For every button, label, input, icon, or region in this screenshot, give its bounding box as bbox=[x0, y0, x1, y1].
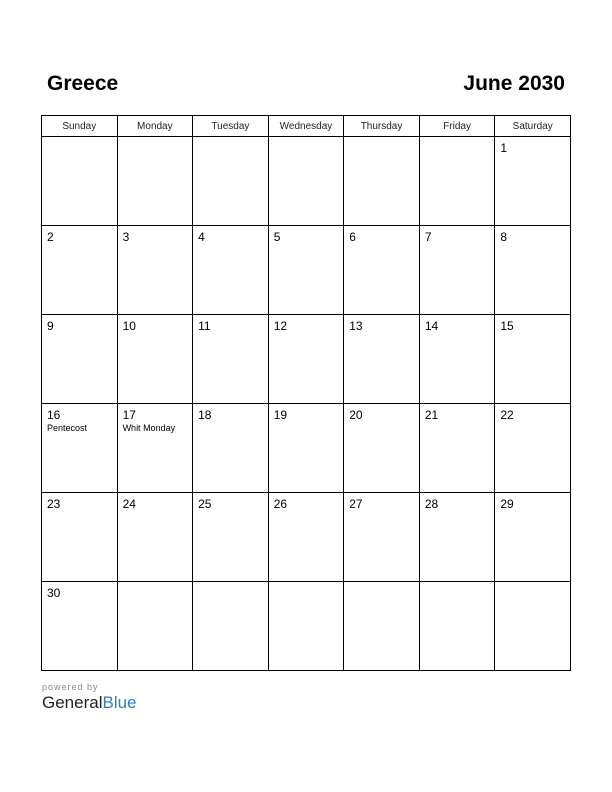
day-cell[interactable] bbox=[344, 226, 420, 315]
day-cell[interactable] bbox=[495, 582, 571, 671]
weekday-tuesday: Tuesday bbox=[193, 116, 269, 137]
day-cell[interactable] bbox=[117, 315, 193, 404]
day-cell[interactable] bbox=[117, 493, 193, 582]
day-number: 22 bbox=[500, 408, 514, 422]
brand-logo[interactable] bbox=[42, 693, 137, 713]
powered-by-text: powered by bbox=[42, 682, 99, 692]
day-cell[interactable] bbox=[419, 582, 495, 671]
day-cell[interactable] bbox=[344, 315, 420, 404]
day-cell[interactable] bbox=[344, 404, 420, 493]
day-cell[interactable] bbox=[268, 226, 344, 315]
holiday-label: Whit Monday bbox=[122, 423, 176, 433]
day-number: 28 bbox=[424, 497, 439, 511]
day-cell[interactable] bbox=[419, 315, 495, 404]
day-cell[interactable] bbox=[419, 493, 495, 582]
day-number: 2 bbox=[47, 230, 54, 244]
day-number: 25 bbox=[198, 497, 212, 511]
day-cell[interactable] bbox=[42, 137, 118, 226]
day-number: 7 bbox=[424, 230, 432, 244]
day-number bbox=[118, 582, 193, 586]
day-number: 11 bbox=[198, 319, 211, 333]
day-number: 14 bbox=[424, 319, 439, 333]
week-row bbox=[42, 137, 571, 226]
day-number bbox=[193, 582, 268, 586]
weekday-wednesday: Wednesday bbox=[268, 116, 344, 137]
day-cell[interactable] bbox=[344, 493, 420, 582]
day-cell[interactable] bbox=[344, 582, 420, 671]
day-cell[interactable] bbox=[495, 137, 571, 226]
weekday-monday: Monday bbox=[117, 116, 193, 137]
footer-branding bbox=[42, 682, 137, 713]
day-number: 16 bbox=[47, 408, 61, 422]
weekday-sunday: Sunday bbox=[42, 116, 118, 137]
day-cell[interactable] bbox=[193, 493, 269, 582]
day-number: 23 bbox=[47, 497, 61, 511]
day-cell[interactable] bbox=[193, 137, 269, 226]
day-number bbox=[269, 582, 344, 586]
weekday-thursday: Thursday bbox=[344, 116, 420, 137]
day-number: 10 bbox=[122, 319, 136, 333]
day-cell[interactable] bbox=[495, 226, 571, 315]
day-cell[interactable] bbox=[193, 226, 269, 315]
day-number: 1 bbox=[500, 141, 508, 155]
day-number: 26 bbox=[273, 497, 288, 511]
day-number: 13 bbox=[349, 319, 363, 333]
day-cell[interactable] bbox=[42, 493, 118, 582]
day-cell[interactable] bbox=[495, 493, 571, 582]
week-row bbox=[42, 226, 571, 315]
day-number: 6 bbox=[349, 230, 356, 244]
day-number: 3 bbox=[122, 230, 130, 244]
day-cell[interactable] bbox=[419, 404, 495, 493]
day-cell[interactable] bbox=[268, 137, 344, 226]
week-row bbox=[42, 404, 571, 493]
day-number: 17 bbox=[122, 408, 136, 422]
day-cell[interactable] bbox=[419, 137, 495, 226]
day-number: 24 bbox=[122, 497, 136, 511]
day-cell[interactable] bbox=[42, 226, 118, 315]
month-title: June 2030 bbox=[463, 72, 565, 95]
day-number: 4 bbox=[198, 230, 205, 244]
calendar-header bbox=[41, 70, 571, 100]
day-cell[interactable] bbox=[117, 137, 193, 226]
weekday-saturday: Saturday bbox=[495, 116, 571, 137]
day-number: 20 bbox=[349, 408, 363, 422]
day-number: 9 bbox=[47, 319, 54, 333]
day-number: 21 bbox=[424, 408, 439, 422]
day-cell[interactable] bbox=[117, 226, 193, 315]
day-number: 12 bbox=[273, 319, 288, 333]
day-cell[interactable] bbox=[42, 404, 118, 493]
day-cell[interactable] bbox=[117, 582, 193, 671]
day-number: 8 bbox=[500, 230, 508, 244]
day-number bbox=[344, 137, 419, 141]
day-cell[interactable] bbox=[193, 404, 269, 493]
day-number: 18 bbox=[198, 408, 212, 422]
week-row bbox=[42, 582, 571, 671]
day-cell[interactable] bbox=[42, 315, 118, 404]
day-number bbox=[118, 137, 193, 141]
day-number: 29 bbox=[500, 497, 514, 511]
calendar-grid bbox=[41, 115, 571, 671]
day-number: 30 bbox=[47, 586, 61, 600]
weekday-header-row bbox=[42, 116, 571, 137]
day-cell[interactable] bbox=[193, 315, 269, 404]
day-cell[interactable] bbox=[117, 404, 193, 493]
day-cell[interactable] bbox=[42, 582, 118, 671]
brand-general-text: General bbox=[42, 693, 103, 712]
country-title: Greece bbox=[47, 72, 119, 95]
day-number bbox=[420, 582, 495, 586]
day-cell[interactable] bbox=[193, 582, 269, 671]
holiday-label: Pentecost bbox=[47, 423, 88, 433]
day-cell[interactable] bbox=[268, 582, 344, 671]
day-number bbox=[420, 137, 495, 141]
day-number bbox=[193, 137, 268, 141]
day-cell[interactable] bbox=[268, 493, 344, 582]
day-number: 15 bbox=[500, 319, 514, 333]
weekday-friday: Friday bbox=[419, 116, 495, 137]
day-number bbox=[344, 582, 419, 586]
day-cell[interactable] bbox=[344, 137, 420, 226]
day-number: 19 bbox=[273, 408, 288, 422]
brand-blue-text: Blue bbox=[102, 693, 137, 712]
day-cell[interactable] bbox=[495, 315, 571, 404]
day-cell[interactable] bbox=[268, 315, 344, 404]
day-cell[interactable] bbox=[495, 404, 571, 493]
week-row bbox=[42, 315, 571, 404]
day-cell[interactable] bbox=[419, 226, 495, 315]
day-number: 5 bbox=[273, 230, 281, 244]
day-number bbox=[495, 582, 570, 586]
day-number: 27 bbox=[349, 497, 363, 511]
day-number bbox=[42, 137, 117, 141]
day-number bbox=[269, 137, 344, 141]
week-row bbox=[42, 493, 571, 582]
day-cell[interactable] bbox=[268, 404, 344, 493]
